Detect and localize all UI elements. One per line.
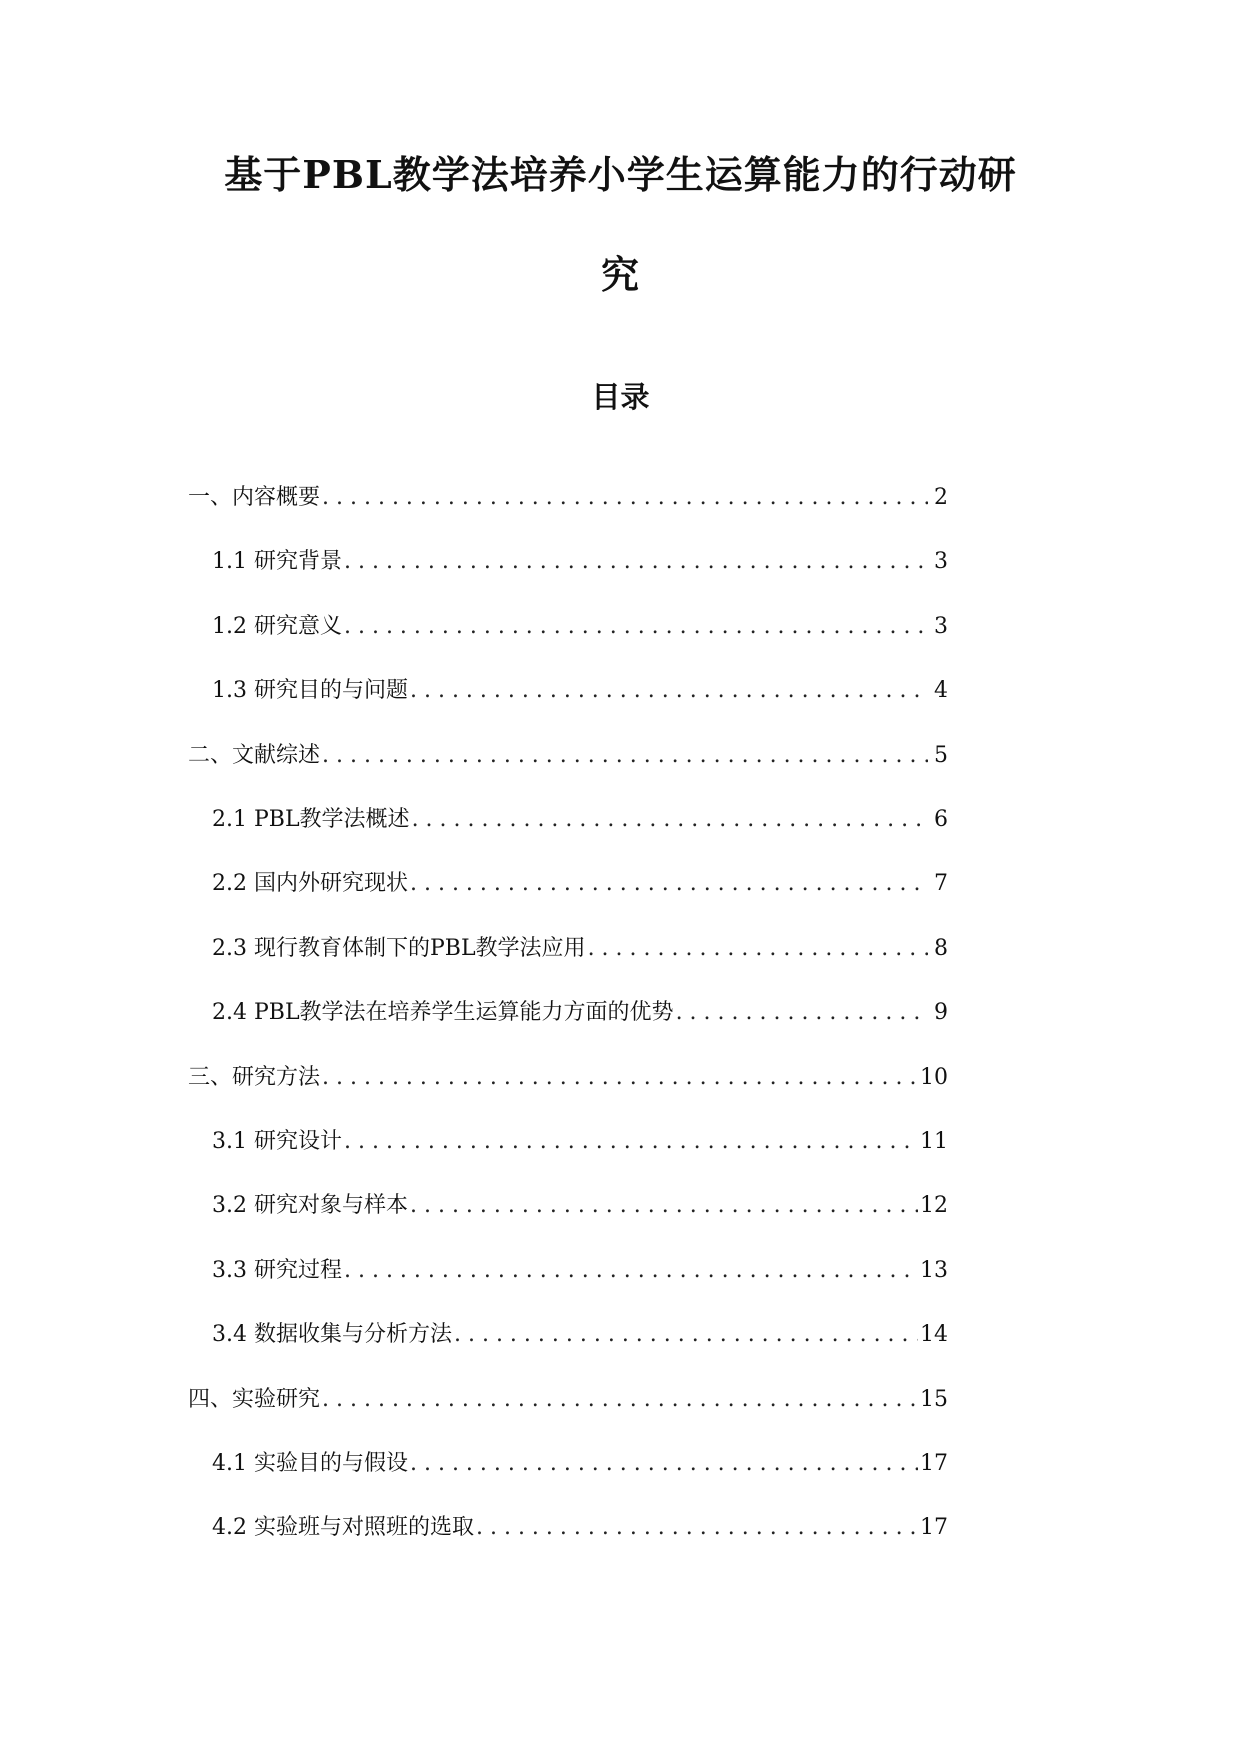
toc-entry-label: 3.1 研究设计 [212, 1129, 342, 1154]
toc-entry-label: 2.4 PBL教学法在培养学生运算能力方面的优势 [212, 1000, 674, 1026]
toc-entry-page-number: 17 [920, 1451, 948, 1476]
toc-dot-leader [410, 673, 928, 709]
toc-entry-label: 二、文献综述 [188, 742, 321, 768]
toc-dot-leader [410, 1188, 918, 1224]
toc-entry-page-number: 6 [934, 807, 948, 832]
toc-entry-label: 三、研究方法 [188, 1064, 321, 1090]
toc-entry[interactable] [188, 1382, 948, 1418]
toc-entry-page-number: 17 [920, 1515, 948, 1541]
toc-heading: 目录 [591, 380, 650, 414]
toc-entry-label: 3.3 研究过程 [212, 1257, 342, 1283]
toc-entry-label: 1.1 研究背景 [212, 549, 342, 575]
toc-entry-page-number: 7 [934, 871, 948, 897]
toc-entry-page-number: 14 [920, 1322, 948, 1348]
document-title-line-2: 究 [600, 252, 640, 297]
toc-dot-leader [322, 480, 928, 516]
toc-dot-leader [344, 1124, 918, 1160]
toc-dot-leader [344, 544, 928, 580]
toc-entry[interactable] [188, 738, 948, 774]
toc-entry-label: 4.2 实验班与对照班的选取 [212, 1515, 474, 1541]
toc-entry[interactable] [212, 673, 948, 709]
toc-entry[interactable] [188, 1060, 948, 1096]
toc-dot-leader [476, 1510, 918, 1546]
document-title-line-1: 基于PBL教学法培养小学生运算能力的行动研 [224, 152, 1017, 197]
toc-dot-leader [344, 609, 928, 645]
toc-entry-label: 一、内容概要 [188, 485, 321, 510]
toc-dot-leader [410, 866, 928, 902]
toc-dot-leader [676, 995, 928, 1031]
toc-dot-leader [322, 1060, 918, 1096]
toc-entry-page-number: 3 [934, 613, 948, 639]
toc-entry-label: 1.3 研究目的与问题 [212, 678, 408, 704]
toc-entry[interactable] [212, 802, 948, 838]
toc-entry[interactable] [212, 931, 948, 967]
toc-entry-label: 3.2 研究对象与样本 [212, 1193, 408, 1219]
toc-dot-leader [322, 1382, 918, 1418]
toc-entry[interactable] [212, 866, 948, 902]
toc-entry-page-number: 11 [920, 1129, 948, 1154]
toc-entry-page-number: 12 [920, 1193, 948, 1219]
toc-entry-label: 1.2 研究意义 [212, 613, 342, 639]
toc-dot-leader [410, 1446, 918, 1482]
toc-entry[interactable] [212, 1124, 948, 1160]
toc-entry[interactable] [212, 1317, 948, 1353]
toc-entry-page-number: 2 [934, 485, 948, 510]
toc-entry-label: 四、实验研究 [188, 1386, 321, 1412]
toc-entry-label: 2.3 现行教育体制下的PBL教学法应用 [212, 935, 586, 961]
toc-entry[interactable] [212, 1253, 948, 1289]
toc-entry-label: 4.1 实验目的与假设 [212, 1451, 408, 1476]
toc-entry[interactable] [212, 544, 948, 580]
toc-entry-page-number: 4 [934, 678, 948, 704]
toc-entry-page-number: 9 [934, 1000, 948, 1026]
toc-entry-page-number: 3 [934, 549, 948, 575]
toc-entry[interactable] [212, 609, 948, 645]
toc-entry-page-number: 10 [920, 1064, 948, 1090]
toc-dot-leader [412, 802, 928, 838]
toc-dot-leader [344, 1253, 918, 1289]
toc-entry[interactable] [212, 1188, 948, 1224]
toc-entry[interactable] [188, 480, 948, 516]
toc-entry-label: 2.2 国内外研究现状 [212, 871, 408, 897]
toc-entry-page-number: 8 [934, 935, 948, 961]
toc-entry-label: 2.1 PBL教学法概述 [212, 807, 410, 832]
toc-entry-label: 3.4 数据收集与分析方法 [212, 1322, 452, 1348]
toc-entry[interactable] [212, 995, 948, 1031]
toc-entry[interactable] [212, 1510, 948, 1546]
toc-entry[interactable] [212, 1446, 948, 1482]
toc-entry-page-number: 13 [920, 1257, 948, 1283]
toc-dot-leader [454, 1317, 918, 1353]
toc-dot-leader [322, 738, 928, 774]
toc-entry-page-number: 5 [934, 742, 948, 768]
toc-entry-page-number: 15 [920, 1386, 948, 1412]
toc-dot-leader [588, 931, 928, 967]
